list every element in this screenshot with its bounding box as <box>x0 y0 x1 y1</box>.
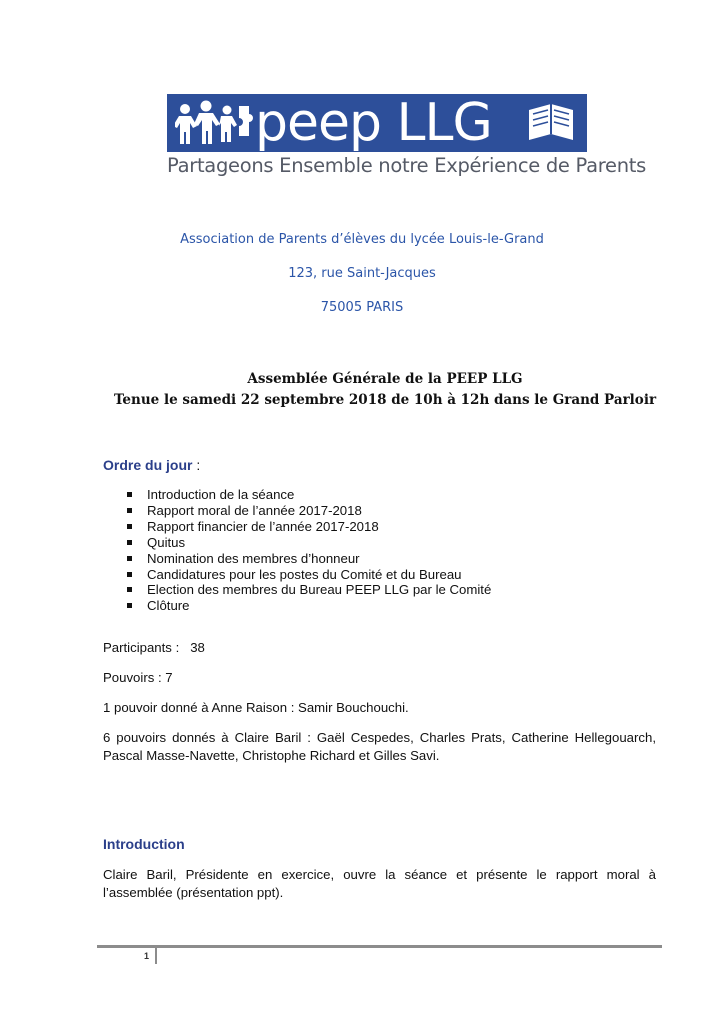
participants-count: Participants : 38 <box>103 640 205 655</box>
page-number: 1 <box>144 951 150 961</box>
agenda-item: Introduction de la séance <box>127 487 491 503</box>
puzzle-piece-icon <box>237 106 253 136</box>
introduction-text: Claire Baril, Présidente en exercice, ouvre la séance et présente le rapport moral à l’assemblée (présentation ppt). <box>103 867 656 900</box>
association-city: 75005 PARIS <box>320 300 404 315</box>
agenda-heading-colon: : <box>192 457 201 473</box>
agenda-item: Quitus <box>127 535 491 551</box>
footer-tick <box>155 946 157 964</box>
agenda-heading <box>103 457 200 473</box>
logo-tagline: Partageons Ensemble notre Expérience de Parents <box>167 154 647 177</box>
document-title: Assemblée Générale de la PEEP LLG <box>247 371 523 387</box>
pouvoirs-count: Pouvoirs : 7 <box>103 670 173 685</box>
logo-brand-text: peep LLG <box>255 93 492 153</box>
open-book-icon <box>523 100 579 146</box>
agenda-heading-text: Ordre du jour <box>103 457 193 473</box>
agenda-list <box>127 487 491 614</box>
agenda-item: Rapport financier de l’année 2017-2018 <box>127 519 491 535</box>
agenda-item: Clôture <box>127 598 491 614</box>
children-logo-icon <box>175 100 237 146</box>
agenda-item: Candidatures pour les postes du Comité et du Bureau <box>127 567 491 583</box>
agenda-item: Nomination des membres d’honneur <box>127 551 491 567</box>
agenda-item: Election des membres du Bureau PEEP LLG par le Comité <box>127 582 491 598</box>
introduction-heading: Introduction <box>103 836 185 852</box>
document-subtitle: Tenue le samedi 22 septembre 2018 de 10h à 12h dans le Grand Parloir <box>113 392 657 408</box>
logo-banner <box>167 94 587 152</box>
agenda-item: Rapport moral de l’année 2017-2018 <box>127 503 491 519</box>
pouvoir-anne: 1 pouvoir donné à Anne Raison : Samir Bouchouchi. <box>103 700 409 715</box>
footer-rule <box>97 945 662 948</box>
association-street: 123, rue Saint-Jacques <box>288 266 436 281</box>
pouvoirs-claire: 6 pouvoirs donnés à Claire Baril : Gaël Cespedes, Charles Prats, Catherine Hellegouarch, Pascal Masse-Navette, Christophe Richard et Gilles Savi. <box>103 730 656 763</box>
association-name: Association de Parents d’élèves du lycée Louis-le-Grand <box>180 232 544 247</box>
